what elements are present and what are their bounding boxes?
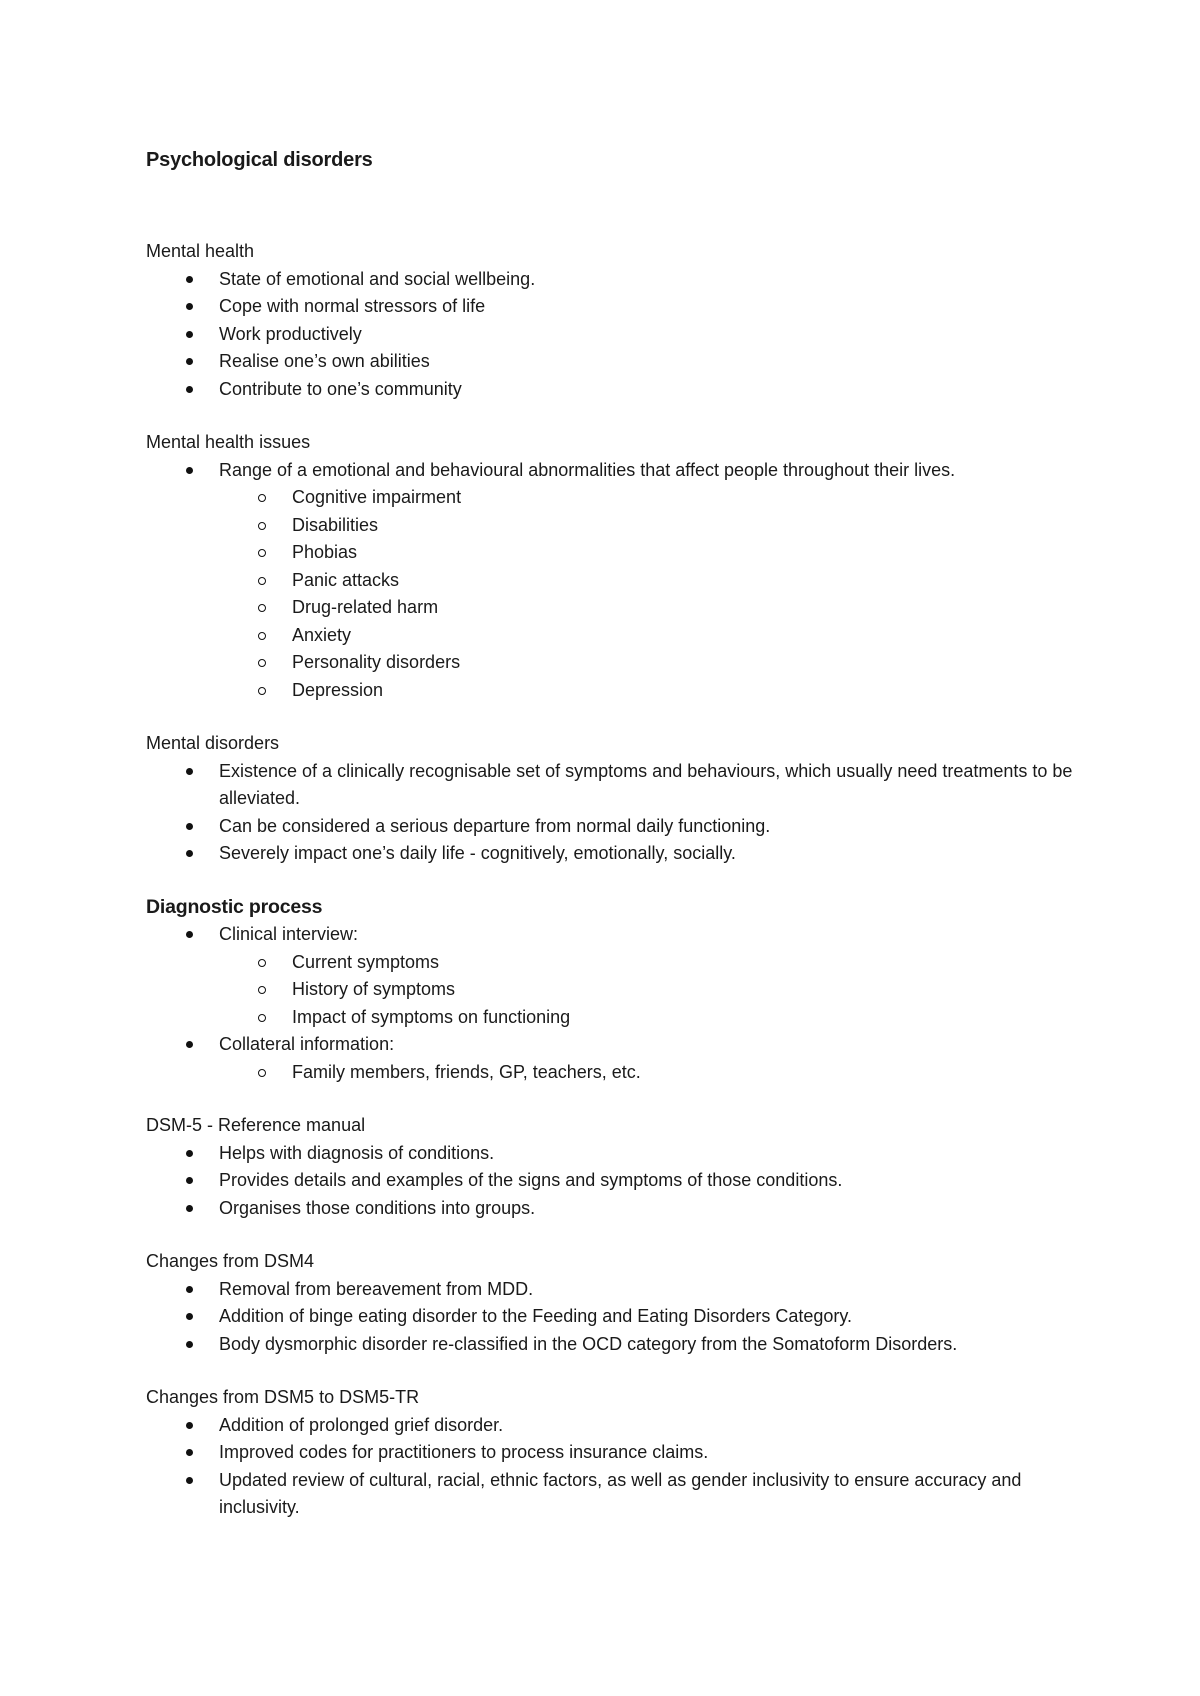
list-item	[146, 1439, 1076, 1467]
circle-bullet-icon	[258, 494, 266, 502]
section-heading: Mental health issues	[146, 432, 311, 452]
list-item-text: Can be considered a serious departure from normal daily functioning.	[219, 815, 771, 836]
bullet-icon	[186, 1313, 193, 1320]
bullet-icon	[186, 931, 193, 938]
sub-list-item	[146, 949, 1076, 977]
list-item-text: Cope with normal stressors of life	[219, 296, 486, 316]
circle-bullet-icon	[258, 959, 266, 967]
list-item	[146, 1140, 1076, 1168]
bullet-icon	[186, 1286, 193, 1293]
circle-bullet-icon	[258, 659, 266, 667]
list-item-text: Existence of a clinically recognisable set of symptoms and behaviours, which usually need treatments to be alleviated.	[219, 760, 1073, 808]
list-item	[146, 376, 1076, 404]
section-0	[146, 238, 1076, 403]
circle-bullet-icon	[258, 577, 266, 585]
section-6	[146, 1384, 1076, 1522]
bullet-list	[146, 758, 1076, 868]
list-item-text: Realise one’s own abilities	[219, 351, 430, 371]
list-item	[146, 457, 1076, 485]
sub-list-item-text: Anxiety	[292, 624, 352, 645]
bullet-list	[146, 1276, 1076, 1359]
bullet-list	[146, 1140, 1076, 1223]
list-item-text: Organises those conditions into groups.	[219, 1197, 536, 1218]
section-heading: Mental disorders	[146, 733, 280, 753]
sub-list-item-text: Drug-related harm	[292, 597, 439, 617]
sub-list-item	[146, 622, 1076, 650]
list-item-text: Removal from bereavement from MDD.	[219, 1278, 534, 1299]
sub-list-item-text: Phobias	[292, 542, 358, 562]
list-item-text: Collateral information:	[219, 1034, 395, 1054]
section-heading: Changes from DSM4	[146, 1251, 315, 1271]
sub-list-item	[146, 539, 1076, 567]
circle-bullet-icon	[258, 986, 266, 994]
bullet-list	[146, 457, 1076, 705]
list-item-text: Work productively	[219, 323, 362, 344]
section-2	[146, 730, 1076, 868]
list-item-text: Improved codes for practitioners to process insurance claims.	[219, 1442, 709, 1462]
sub-list-item	[146, 594, 1076, 622]
bullet-icon	[186, 386, 193, 393]
list-item	[146, 758, 1076, 813]
section-4	[146, 1112, 1076, 1222]
list-item-text: Severely impact one’s daily life - cognitively, emotionally, socially.	[219, 843, 736, 863]
bullet-list	[146, 266, 1076, 404]
sections-container	[146, 238, 1076, 1522]
sub-list-item-text: Depression	[292, 679, 384, 700]
list-item	[146, 348, 1076, 376]
sub-list-item	[146, 484, 1076, 512]
sub-list-item-text: Current symptoms	[292, 951, 440, 972]
list-item	[146, 1167, 1076, 1195]
list-item	[146, 1467, 1076, 1522]
list-item-text: Addition of binge eating disorder to the Feeding and Eating Disorders Category.	[219, 1306, 853, 1326]
list-item	[146, 921, 1076, 949]
circle-bullet-icon	[258, 549, 266, 557]
list-item	[146, 1412, 1076, 1440]
section-heading: DSM-5 - Reference manual	[146, 1115, 366, 1135]
section-1	[146, 429, 1076, 704]
sub-list-item	[146, 512, 1076, 540]
list-item	[146, 293, 1076, 321]
section-3	[146, 894, 1076, 1087]
sub-list-item-text: Panic attacks	[292, 569, 400, 590]
bullet-list	[146, 921, 1076, 1086]
sub-list-item	[146, 649, 1076, 677]
section-heading: Mental health	[146, 241, 255, 261]
bullet-icon	[186, 1477, 193, 1484]
section-heading: Diagnostic process	[146, 895, 323, 918]
bullet-icon	[186, 303, 193, 310]
list-item-text: Helps with diagnosis of conditions.	[219, 1142, 495, 1163]
sub-list-item	[146, 976, 1076, 1004]
bullet-icon	[186, 823, 193, 830]
sub-list-item-text: Family members, friends, GP, teachers, etc.	[292, 1061, 641, 1082]
bullet-icon	[186, 850, 193, 857]
bullet-list	[146, 1412, 1076, 1522]
bullet-icon	[186, 467, 193, 474]
list-item	[146, 1303, 1076, 1331]
bullet-icon	[186, 1422, 193, 1429]
list-item-text: Addition of prolonged grief disorder.	[219, 1414, 504, 1435]
sub-list-item-text: History of symptoms	[292, 979, 456, 999]
circle-bullet-icon	[258, 604, 266, 612]
bullet-icon	[186, 276, 193, 283]
list-item-text: Contribute to one’s community	[219, 378, 462, 399]
sub-list-item-text: Cognitive impairment	[292, 487, 462, 507]
sub-list-item	[146, 1059, 1076, 1087]
bullet-icon	[186, 331, 193, 338]
sub-list-item	[146, 1004, 1076, 1032]
list-item	[146, 266, 1076, 294]
title-spacer	[146, 174, 1076, 238]
circle-bullet-icon	[258, 1069, 266, 1077]
bullet-icon	[186, 1177, 193, 1184]
list-item-text: Updated review of cultural, racial, ethnic factors, as well as gender inclusivity to ensure accuracy and inclusivity.	[219, 1469, 1022, 1517]
sub-list-item	[146, 677, 1076, 705]
list-item-text: Body dysmorphic disorder re-classified in the OCD category from the Somatoform Disorders.	[219, 1333, 958, 1354]
list-item-text: Provides details and examples of the signs and symptoms of those conditions.	[219, 1170, 843, 1190]
sub-list-item-text: Disabilities	[292, 514, 379, 535]
bullet-icon	[186, 1449, 193, 1456]
list-item-text: Range of a emotional and behavioural abnormalities that affect people throughout their lives.	[219, 459, 956, 480]
circle-bullet-icon	[258, 687, 266, 695]
bullet-icon	[186, 1041, 193, 1048]
sub-list-item	[146, 567, 1076, 595]
circle-bullet-icon	[258, 632, 266, 640]
list-item	[146, 840, 1076, 868]
document-title: Psychological disorders	[146, 149, 373, 171]
list-item	[146, 1195, 1076, 1223]
list-item-text: State of emotional and social wellbeing.	[219, 268, 536, 289]
bullet-icon	[186, 358, 193, 365]
list-item	[146, 813, 1076, 841]
bullet-icon	[186, 1341, 193, 1348]
bullet-icon	[186, 1150, 193, 1157]
sub-list-item-text: Impact of symptoms on functioning	[292, 1006, 571, 1027]
bullet-icon	[186, 1205, 193, 1212]
list-item-text: Clinical interview:	[219, 924, 359, 944]
sub-list-item-text: Personality disorders	[292, 652, 461, 672]
circle-bullet-icon	[258, 522, 266, 530]
document-content	[146, 146, 1076, 1548]
list-item	[146, 1031, 1076, 1059]
circle-bullet-icon	[258, 1014, 266, 1022]
bullet-icon	[186, 768, 193, 775]
list-item	[146, 321, 1076, 349]
list-item	[146, 1331, 1076, 1359]
section-5	[146, 1248, 1076, 1358]
section-heading: Changes from DSM5 to DSM5-TR	[146, 1387, 420, 1407]
list-item	[146, 1276, 1076, 1304]
